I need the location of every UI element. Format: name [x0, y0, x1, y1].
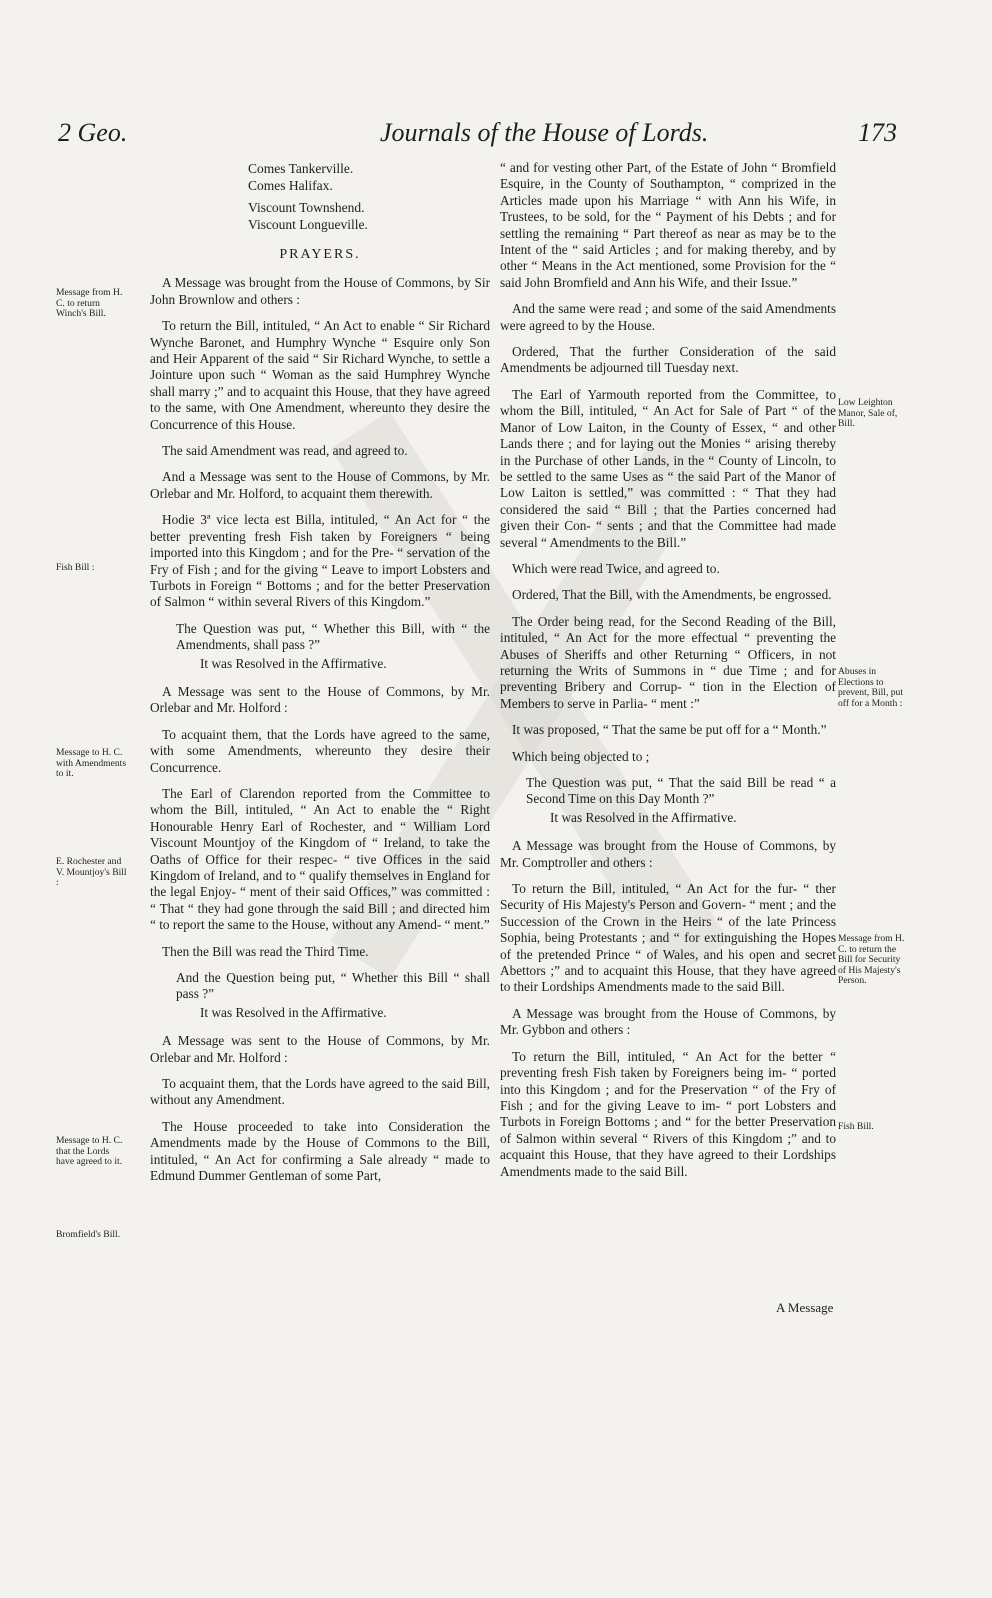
entry: A Message was sent to the House of Commons, by Mr. Orlebar and Mr. Holford :: [150, 1033, 490, 1065]
entry: A Message was brought from the House of Commons, by Mr. Comptroller and others :: [500, 838, 836, 870]
entry: The Question was put, “ That the said Bill be read “ a Second Time on this Day Month ?”: [526, 775, 836, 807]
entry: The Earl of Yarmouth reported from the Committee, to whom the Bill, intituled, “ An Act for Sale of Part “ of the Manor of Low Laiton, in the County of Essex, “ and other Lands there ; and for laying out the Monies “ arising thereby in the Purchase of other Lands, in the “ County of Lincoln, to be settled to the same Uses as “ the said Part of the Manor of Low Laiton is settled,” was committed : “ That they had considered the said “ Bill ; that the Parties concerned had given their Con- “ sents ; and that the Committee had made several “ Amendments to the Bill.”: [500, 386, 836, 550]
margin-note: Fish Bill :: [56, 562, 95, 573]
roll-entry: Viscount Townshend.: [248, 200, 365, 215]
roll-entry: Comes Tankerville.: [248, 161, 354, 176]
entry: And the Question being put, “ Whether this Bill “ shall pass ?”: [176, 970, 490, 1002]
entry: To return the Bill, intituled, “ An Act to enable “ Sir Richard Wynche Baronet, and Humphry Wynche “ Esquire only Son and Heir Apparent of the said “ Sir Richard Wynche, to settle a Jointure upon such “ Woman as the said Humphrey Wynche shall marry ;” and to acquaint this House, that they have agreed to the same, with One Amendment, whereunto they desire the Concurrence of this House.: [150, 318, 490, 432]
entry: Then the Bill was read the Third Time.: [162, 943, 369, 959]
roll-entry: Viscount Longueville.: [248, 217, 368, 232]
entry: It was Resolved in the Affirmative.: [550, 809, 737, 825]
margin-note: E. Rochester and V. Mountjoy's Bill :: [56, 856, 127, 889]
entry: The Order being read, for the Second Reading of the Bill, intituled, “ An Act for the more effectual “ preventing the Abuses of Sheriffs and other Returning “ Officers, in not returning the Writs of Summons in “ due Time ; and for preventing Bribery and Corrup- “ tion in the Election of Members to serve in Parlia- “ ment :”: [500, 613, 836, 711]
margin-note: Abuses in Elections to prevent, Bill, put off for a Month :: [838, 666, 904, 709]
margin-note: Message from H. C. to return the Bill for Security of His Majesty's Person.: [838, 933, 905, 987]
margin-note: Fish Bill.: [838, 1121, 874, 1132]
entry: Which being objected to ;: [512, 748, 650, 764]
entry: And the same were read ; and some of the said Amendments were agreed to by the House.: [500, 301, 836, 333]
entry: Ordered, That the further Consideration of the said Amendments be adjourned till Tuesday next.: [500, 344, 836, 376]
margin-note: Message to H. C. with Amendments to it.: [56, 747, 127, 780]
margin-note: Low Leighton Manor, Sale of, Bill.: [838, 397, 898, 430]
margin-note: Message from H. C. to return Winch's Bill.: [56, 287, 123, 320]
left-column: [150, 160, 490, 1195]
entry: A Message was sent to the House of Commons, by Mr. Orlebar and Mr. Holford :: [150, 683, 490, 716]
header-title: Journals of the House of Lords.: [380, 118, 709, 147]
entry: Which were read Twice, and agreed to.: [512, 560, 720, 576]
catchword: A Message: [776, 1300, 834, 1315]
entry: To return the Bill, intituled, “ An Act for the fur- “ ther Security of His Majesty's Person and Govern- “ ment ; and the Succession of the Crown in the Heirs “ of the late Princess Sophia, being Protestants ; and “ for extinguishing the Hopes of the pretended Prince “ of Wales, and his open and secret Abettors ;” and to acquaint this House, that they have agreed to their Lordships Amendments made to the said Bill.: [500, 881, 836, 995]
entry: To return the Bill, intituled, “ An Act for the better “ preventing fresh Fish taken by Foreigners being im- “ ported into this Kingdom ; and for the Preservation “ of the Fry of Fish ; and for the giving Leave to im- “ port Lobsters and Turbots in Foreign Bottoms ; and “ for the better Preservation of Salmon within several “ Rivers of this Kingdom ;” and to acquaint this House, that they have agreed to their Lordships Amendments made to the said Bill.: [500, 1048, 836, 1179]
entry: A Message was brought from the House of Commons, by Sir John Brownlow and others :: [150, 275, 490, 307]
header-left: 2 Geo.: [58, 118, 128, 147]
margin-note: Bromfield's Bill.: [56, 1229, 121, 1240]
entry: It was Resolved in the Affirmative.: [200, 1004, 387, 1020]
entry: The House proceeded to take into Consideration the Amendments made by the House of Commons to the Bill, intituled, “ An Act for confirming a Sale already “ made to Edmund Dummer Gentleman of some Part,: [150, 1118, 490, 1184]
prayers-heading: PRAYERS.: [279, 247, 361, 262]
entry: “ and for vesting other Part, of the Estate of John “ Bromfield Esquire, in the County of Southampton, “ comprized in the Articles made upon his Marriage “ with Ann his Wife, in Trustees, to be sold, for the “ Payment of his Debts ; and for settling the remaining “ Part thereof as near as may be to the Intent of the “ said Articles ; and for making thereby, and by other “ Means in the Act mentioned, some Provision for the “ said John Bromfield and Ann his Wife, and their Issue.”: [500, 160, 836, 290]
entry: The Question was put, “ Whether this Bill, with “ the Amendments, shall pass ?”: [176, 620, 490, 653]
entry: Ordered, That the Bill, with the Amendments, be engrossed.: [512, 587, 832, 603]
entry: Hodie 3ª vice lecta est Billa, intituled, “ An Act for “ the better preventing fresh Fish taken by Foreigners “ being imported into this Kingdom ; and for the Pre- “ servation of the Fry of Fish ; and for the giving “ Leave to import Lobsters and Turbots in Foreign “ Bottoms ; and for the better Preservation of Salmon “ within several Rivers of this Kingdom.”: [150, 512, 490, 610]
entry: The said Amendment was read, and agreed to.: [162, 443, 408, 459]
entry: To acquaint them, that the Lords have agreed to the said Bill, without any Amendment.: [150, 1076, 490, 1108]
entry: The Earl of Clarendon reported from the Committee to whom the Bill, intituled, “ An Act to enable the “ Right Honourable Henry Earl of Rochester, and “ William Lord Viscount Mountjoy of the Kingdom of “ Ireland, to take the Oaths of Office for their respec- “ tive Offices in the said Kingdom of Ireland, and to “ qualify themselves in England for the legal Enjoy- “ ment of their said Offices,” was committed : “ That “ they had gone through the said Bill ; and directed him “ to report the same to the House, without any Amend- “ ment.”: [150, 785, 490, 933]
entry: And a Message was sent to the House of Commons, by Mr. Orlebar and Mr. Holford, to acquaint them therewith.: [150, 469, 490, 501]
entry: A Message was brought from the House of Commons, by Mr. Gybbon and others :: [500, 1005, 836, 1038]
entry: To acquaint them, that the Lords have agreed to the same, with some Amendments, whereunto they desire their Concurrence.: [150, 726, 490, 775]
right-column: [500, 160, 836, 1190]
entry: It was Resolved in the Affirmative.: [200, 655, 387, 671]
page-number: 173: [858, 118, 897, 147]
roll-entry: Comes Halifax.: [248, 178, 333, 193]
entry: It was proposed, “ That the same be put off for a “ Month.”: [512, 722, 827, 738]
margin-note: Message to H. C. that the Lords have agreed to it.: [56, 1135, 123, 1168]
